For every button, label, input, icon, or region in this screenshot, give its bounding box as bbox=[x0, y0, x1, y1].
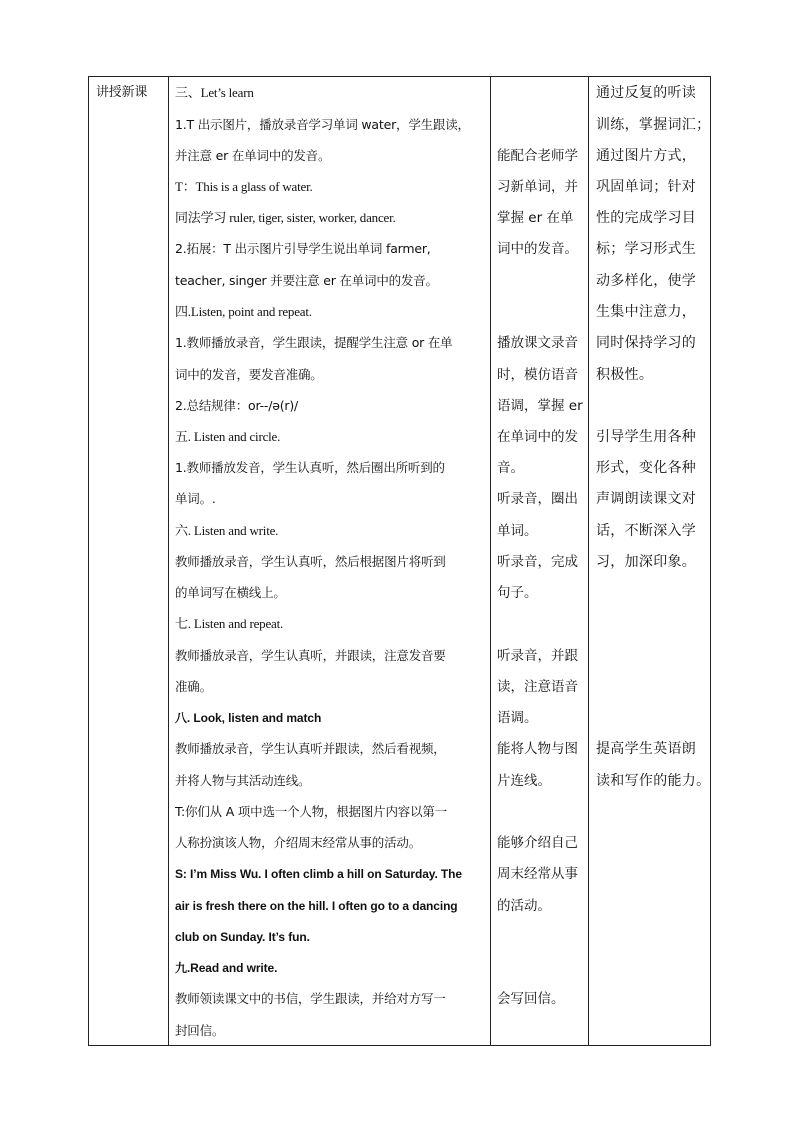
student-line: 语调。 bbox=[497, 710, 538, 726]
content-line: T:你们从 A 项中选一个人物，根据图片内容以第一 bbox=[175, 804, 447, 819]
student-line: 片连线。 bbox=[497, 773, 551, 789]
content-line: 九.Read and write. bbox=[175, 961, 278, 975]
content-line: T：This is a glass of water. bbox=[175, 179, 313, 194]
student-line: 语调，掌握 er bbox=[497, 398, 583, 414]
content-line: 四.Listen, point and repeat. bbox=[175, 304, 312, 319]
student-line: 播放课文录音 bbox=[497, 335, 578, 351]
section-label: 讲授新课 bbox=[96, 85, 148, 100]
intent-line: 话，不断深入学 bbox=[596, 523, 697, 539]
content-line: 2.总结规律：or--/ə(r)/ bbox=[175, 398, 299, 413]
content-line: 教师播放录音，学生认真听，然后根据图片将听到 bbox=[175, 554, 446, 569]
student-line: 的活动。 bbox=[497, 898, 551, 914]
student-line: 词中的发音。 bbox=[497, 241, 578, 257]
content-line: 五. Listen and circle. bbox=[175, 429, 281, 444]
content-line: 封回信。 bbox=[175, 1023, 225, 1038]
student-line: 能够介绍自己 bbox=[497, 835, 578, 851]
intent-line: 形式，变化各种 bbox=[596, 460, 697, 476]
content-line: 1.教师播放录音，学生跟读，提醒学生注意 or 在单 bbox=[175, 335, 453, 350]
content-line: air is fresh there on the hill. I often go to a dancing bbox=[175, 899, 458, 913]
intent-line: 声调朗读课文对 bbox=[596, 491, 697, 507]
design-intent-cell bbox=[589, 77, 711, 1046]
intent-line: 引导学生用各种 bbox=[596, 429, 697, 445]
intent-line: 积极性。 bbox=[596, 367, 654, 383]
content-line: 词中的发音，要发音准确。 bbox=[175, 367, 323, 382]
intent-line: 提高学生英语朗 bbox=[596, 741, 697, 757]
content-line: 三、Let’s learn bbox=[175, 85, 254, 100]
intent-line: 读和写作的能力。 bbox=[596, 773, 711, 789]
intent-line: 通过反复的听读 bbox=[596, 85, 697, 101]
student-line: 时，模仿语音 bbox=[497, 367, 578, 383]
intent-line: 标；学习形式生 bbox=[596, 241, 697, 257]
table-row bbox=[89, 77, 711, 1046]
teaching-content-cell bbox=[169, 77, 491, 1046]
student-line: 音。 bbox=[497, 460, 524, 476]
intent-line: 习，加深印象。 bbox=[596, 554, 697, 570]
student-line: 听录音，并跟 bbox=[497, 648, 578, 664]
section-cell bbox=[89, 77, 169, 1046]
intent-line: 动多样化，使学 bbox=[596, 273, 697, 289]
content-line: 教师领读课文中的书信，学生跟读，并给对方写一 bbox=[175, 991, 446, 1006]
content-line: 同法学习 ruler, tiger, sister, worker, dancer. bbox=[175, 210, 396, 225]
student-line: 习新单词，并 bbox=[497, 179, 578, 195]
student-line: 听录音，圈出 bbox=[497, 491, 578, 507]
student-line: 能配合老师学 bbox=[497, 148, 578, 164]
intent-line: 训练，掌握词汇； bbox=[596, 117, 711, 133]
lesson-plan-table bbox=[88, 76, 711, 1046]
student-line: 读，注意语音 bbox=[497, 679, 578, 695]
content-line: 八. Look, listen and match bbox=[175, 711, 322, 725]
content-line: 准确。 bbox=[175, 679, 212, 694]
content-line: club on Sunday. It’s fun. bbox=[175, 930, 310, 944]
content-line: 七. Listen and repeat. bbox=[175, 616, 284, 631]
content-line: 教师播放录音，学生认真听并跟读，然后看视频， bbox=[175, 741, 446, 756]
content-line: 人称扮演该人物，介绍周末经常从事的活动。 bbox=[175, 835, 422, 850]
intent-line: 同时保持学习的 bbox=[596, 335, 697, 351]
content-line: 教师播放录音，学生认真听，并跟读，注意发音要 bbox=[175, 648, 446, 663]
student-line: 听录音，完成 bbox=[497, 554, 578, 570]
content-line: 六. Listen and write. bbox=[175, 523, 279, 538]
intent-line: 巩固单词；针对 bbox=[596, 179, 697, 195]
content-line: 的单词写在横线上。 bbox=[175, 585, 286, 600]
intent-line: 性的完成学习目 bbox=[596, 210, 697, 226]
student-line: 在单词中的发 bbox=[497, 429, 578, 445]
student-line: 句子。 bbox=[497, 585, 538, 601]
content-line: 1.教师播放发音，学生认真听，然后圈出所听到的 bbox=[175, 460, 445, 475]
content-line: 2.拓展：T 出示图片引导学生说出单词 farmer, bbox=[175, 241, 431, 256]
student-line: 周末经常从事 bbox=[497, 866, 578, 882]
student-line: 会写回信。 bbox=[497, 991, 565, 1007]
student-activity-cell bbox=[491, 77, 589, 1046]
content-line: 1.T 出示图片，播放录音学习单词 water，学生跟读， bbox=[175, 117, 470, 132]
content-line: 单词。. bbox=[175, 491, 216, 506]
intent-line: 生集中注意力， bbox=[596, 304, 697, 320]
student-line: 单词。 bbox=[497, 523, 538, 539]
content-line: teacher, singer 并要注意 er 在单词中的发音。 bbox=[175, 273, 438, 288]
student-line: 能将人物与图 bbox=[497, 741, 578, 757]
content-line: 并将人物与其活动连线。 bbox=[175, 773, 311, 788]
content-line: 并注意 er 在单词中的发音。 bbox=[175, 148, 331, 163]
student-line: 掌握 er 在单 bbox=[497, 210, 574, 226]
content-line: S: I’m Miss Wu. I often climb a hill on Saturday. The bbox=[175, 867, 462, 881]
intent-line: 通过图片方式， bbox=[596, 148, 697, 164]
